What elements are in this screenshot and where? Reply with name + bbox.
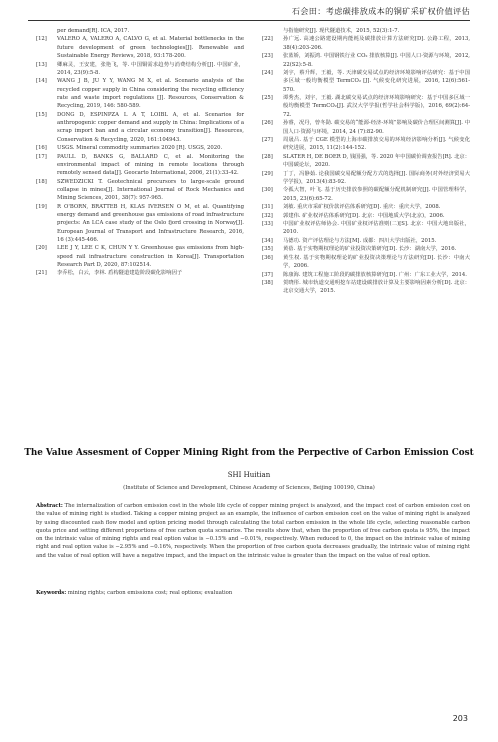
reference-item <box>36 244 244 269</box>
reference-number: [23] <box>262 53 273 60</box>
references-left-column <box>36 27 244 278</box>
reference-continuation: 与指施研究[J]. 现代隧道技术，2015, 52(3):1-7. <box>283 28 400 34</box>
reference-item <box>36 77 244 110</box>
reference-number: [18] <box>36 178 47 185</box>
reference-number: [33] <box>262 221 273 228</box>
reference-text: 陈康海. 建筑工程施工阶段的碳排放核算研究[D]. 广州：广东工业大学，2014. <box>283 271 467 278</box>
reference-text: VALERO A, VALERO A, CALVO G, et al. Material bottlenecks in the future development of green technologies[J]. Renewable and Sustainable Energy Reviews, 2018, 93:178-200. <box>57 36 244 60</box>
reference-item <box>262 279 470 296</box>
reference-text: SLATER H, DE BOER D, 钱国强，等. 2020 年中国碳价调查报告[R]. 北京：中国碳论坛，2020. <box>283 153 470 169</box>
english-author: SHI Huitian <box>227 471 271 479</box>
reference-continuation: per demand[R]. ICA, 2017. <box>57 28 130 34</box>
reference-item <box>262 203 470 211</box>
reference-item <box>262 170 470 187</box>
english-keywords <box>36 589 470 597</box>
keywords-text: mining rights; carbon emissions cost; real options; evaluation <box>67 590 233 596</box>
reference-number: [32] <box>262 212 273 219</box>
reference-text: SZWEDZICKI T. Geotechnical precursors to large-scale ground collapse in mines[J]. International Journal of Rock Mechanics and Mining Sciences, 2001, 38(7): 957-965. <box>57 178 244 202</box>
running-header: 石会田：考虑碳排放成本的铜矿采矿权价值评估 <box>291 6 470 16</box>
reference-text: 谭秀杰，刘宇，王毅. 湖北碳交易试点的经济环境影响研究：基于中国多区域一般均衡模型 TermCO₂[J]. 武汉大学学报(哲学社会科学版)，2016, 69(2):64-72. <box>283 95 470 118</box>
reference-number: [34] <box>262 237 273 244</box>
reference-text: 卿麻灵，王安建，张艳飞，等. 中国铜需求趋势与消费结构分析[J]. 中国矿业，2014, 23(9):5-8. <box>57 61 244 76</box>
references-right-column <box>262 27 470 296</box>
reference-number: [37] <box>262 271 273 278</box>
reference-item <box>262 220 470 237</box>
reference-text: 李乔松，白云，李林. 盾构隧道建造阶段碳化影响因子 <box>57 270 183 277</box>
reference-text: 张蓝娇，刘振鸿. 中国钢铁行业 CO₂ 排放核算[J]. 中国人口·资源与环境，2012, 22(S2):5-8. <box>283 53 470 68</box>
reference-text: 黄蓓. 基于实物期权理论的矿业投资决策研究[D]. 长沙：湖南大学，2016. <box>283 246 457 253</box>
reference-text: 马德功. 资产评估理论与方法[M]. 成都：四川大学出版社，2015. <box>283 237 437 244</box>
page-number: 203 <box>452 714 468 723</box>
reference-text: LEE J Y, LEE C K, CHUN Y Y. Greenhouse gas emissions from high-speed rail infrastructure construction in Korea[J]. Transportation Research Part D, 2020, 87:102514. <box>57 245 244 268</box>
english-title: The Value Assesment of Copper Mining Right from the Perpective of Carbon Emission Cost <box>24 448 474 458</box>
reference-number: [19] <box>36 203 47 210</box>
reference-number: [17] <box>36 153 47 160</box>
reference-text: 丁丁，冯静茹. 论我国碳交易配额分配方式的选择[J]. 国际商务(对外经济贸易大学学报)，2013(4):83-92. <box>283 170 470 185</box>
reference-item <box>36 35 244 60</box>
reference-item <box>262 186 470 203</box>
reference-number: [12] <box>36 36 47 43</box>
reference-number: [24] <box>262 70 273 77</box>
reference-number: [15] <box>36 111 47 118</box>
reference-text: 贺晓彤. 城市轨道交通明挖车站建设碳排放计算及主要影响因素分析[D]. 北京：北京交通大学，2015. <box>283 280 470 295</box>
reference-text: WANG J B, JU Y Y, WANG M X, et al. Scenario analysis of the recycled copper supply in China considering the recycling efficiency rate and waste import regulations [J]. Resources, Conservation & Recycling, 2019, 146: 580-589. <box>57 78 244 110</box>
reference-item <box>262 237 470 245</box>
reference-text: 刘敏. 重庆市采矿权价款评估体系研究[D]. 重庆：重庆大学，2008. <box>283 204 441 211</box>
reference-number: [16] <box>36 145 47 152</box>
reference-item <box>262 52 470 69</box>
reference-item <box>36 144 244 152</box>
reference-number: [27] <box>262 136 273 143</box>
reference-item <box>262 153 470 170</box>
reference-text: 中国矿业权评估师协会. 中国矿业权评估准则(二)[S]. 北京：中国大地出版社，2010. <box>283 221 470 236</box>
reference-number: [13] <box>36 61 47 68</box>
reference-number: [26] <box>262 120 273 127</box>
english-affiliation: (Institute of Science and Development, Chinese Academy of Sciences, Beijing 100190, China) <box>123 485 375 491</box>
reference-text: 孙睿，况丹，曾冬勋. 碳交易的“能源-经济-环境”影响及碳价合理区间测算[J]. 中国人口·资源与环境，2014, 24 (7):82-90. <box>283 120 470 135</box>
reference-number: [38] <box>262 280 273 287</box>
reference-text: USGS. Mineral commodity summaries 2020 [R]. USGS, 2020. <box>57 145 223 152</box>
reference-number: [35] <box>262 246 273 253</box>
reference-item <box>262 119 470 136</box>
reference-item <box>36 203 244 244</box>
reference-text: R O'BORN, BRATTEB H, KLAS IVERSEN O M, et al. Quantifying energy demand and greenhouse gas emissions of road infrastructure projects: An LCA case study of the Oslo fjord crossing in Norway[J]. European Journal of Transport and Infrastructure Research, 2016, 16 (3):445-466. <box>57 203 244 243</box>
reference-text: 孙广远. 高速公路建设期内能耗及碳排放计算方法研究[D]. 公路工程，2013, 38(4):203-206. <box>283 36 470 51</box>
reference-item <box>36 61 244 78</box>
reference-item <box>262 245 470 253</box>
reference-number: [31] <box>262 204 273 211</box>
reference-text: PAULL D, BANKS G, BALLARD C, et al. Monitoring the environmental impact of mining in remote locations through remotely sensed data[J]. Geocarto International, 2006, 21(1):33-42. <box>57 153 244 177</box>
reference-number: [30] <box>262 187 273 194</box>
reference-number: [21] <box>36 270 47 277</box>
reference-number: [28] <box>262 153 273 160</box>
reference-text: 刘宇，蔡升辉，王毅，等. 天津碳交易试点的经济环境影响评估研究：基于中国多区域一般均衡模型 TermCO₂ [J]. 气候变化研究进展，2016, 12(6):561-570. <box>283 70 470 93</box>
reference-item <box>262 254 470 271</box>
reference-item <box>262 212 470 220</box>
abstract-text: The internalization of carbon emission cost in the whole life cycle of copper mining project is analyzed, and the impact cost of carbon emission cost on the value of mining right is studied. Taking a copper mining project as an example, the influence of carbon emission cost on the value of mining right is analyzed by using discounted cash flow model and option pricing model through calculating the total carbon emission in the whole life cycle, selecting reasonable carbon quota price and setting different proportions of free carbon quota scenarios. The results show that, when the proportion of free carbon quota is 95%, the impact on the intrinsic value of mining rights and real option value is −0.15% and −0.01%, respectively. When reduced to 0, the impact on the intrinsic value of mining right and real option value is −2.95% and −0.16%, respectively. When the proportion of free carbon quota decreases gradually, the intrinsic value of mining right and the value of real option will have a negative impact, and the impact on the intrinsic value is greater than the impact on the value of real option. <box>36 503 471 559</box>
reference-item <box>262 271 470 279</box>
reference-item <box>262 94 470 119</box>
reference-number: [36] <box>262 254 273 261</box>
reference-item <box>36 269 244 277</box>
reference-number: [29] <box>262 170 273 177</box>
abstract-label: Abstract: <box>36 503 63 509</box>
header-rule <box>28 20 470 21</box>
reference-item <box>36 111 244 144</box>
reference-text: 令孤大智，叶飞. 基于历史排放参照的碳配额分配机制研究[J]. 中国管理科学，2015, 23(6):65-72. <box>283 187 470 202</box>
english-abstract <box>36 502 470 560</box>
reference-text: 郭建伟. 矿业权评估体系研究[D]. 北京：中国地质大学(北京)，2006. <box>283 212 445 219</box>
reference-number: [25] <box>262 95 273 102</box>
reference-item <box>262 35 470 52</box>
reference-number: [14] <box>36 78 47 85</box>
reference-item <box>36 153 244 178</box>
reference-number: [22] <box>262 36 273 43</box>
reference-number: [20] <box>36 245 47 252</box>
reference-item <box>36 178 244 203</box>
reference-text: 周晟吕. 基于 CGE 模型的上海市碳排放交易的环境经济影响分析[J]. 气候变化研究进展，2015, 11(2):144-152. <box>283 136 470 152</box>
keywords-label: Keywords: <box>36 590 67 596</box>
reference-item <box>262 69 470 94</box>
reference-item <box>262 136 470 153</box>
reference-text: 黄生权. 基于实物期权理论的矿业投资决策理论与方法研究[D]. 长沙：中南大学，2006. <box>283 254 470 270</box>
reference-text: DONG D, ESPINPZA L A T, LOIBL A, et al. Scenarios for anthropogenic copper demand and supply in China: Implications of a scrap import ban and a circular economy transition[J]. Resources, Conservation & Recycling, 2020, 161:104943. <box>57 111 244 143</box>
